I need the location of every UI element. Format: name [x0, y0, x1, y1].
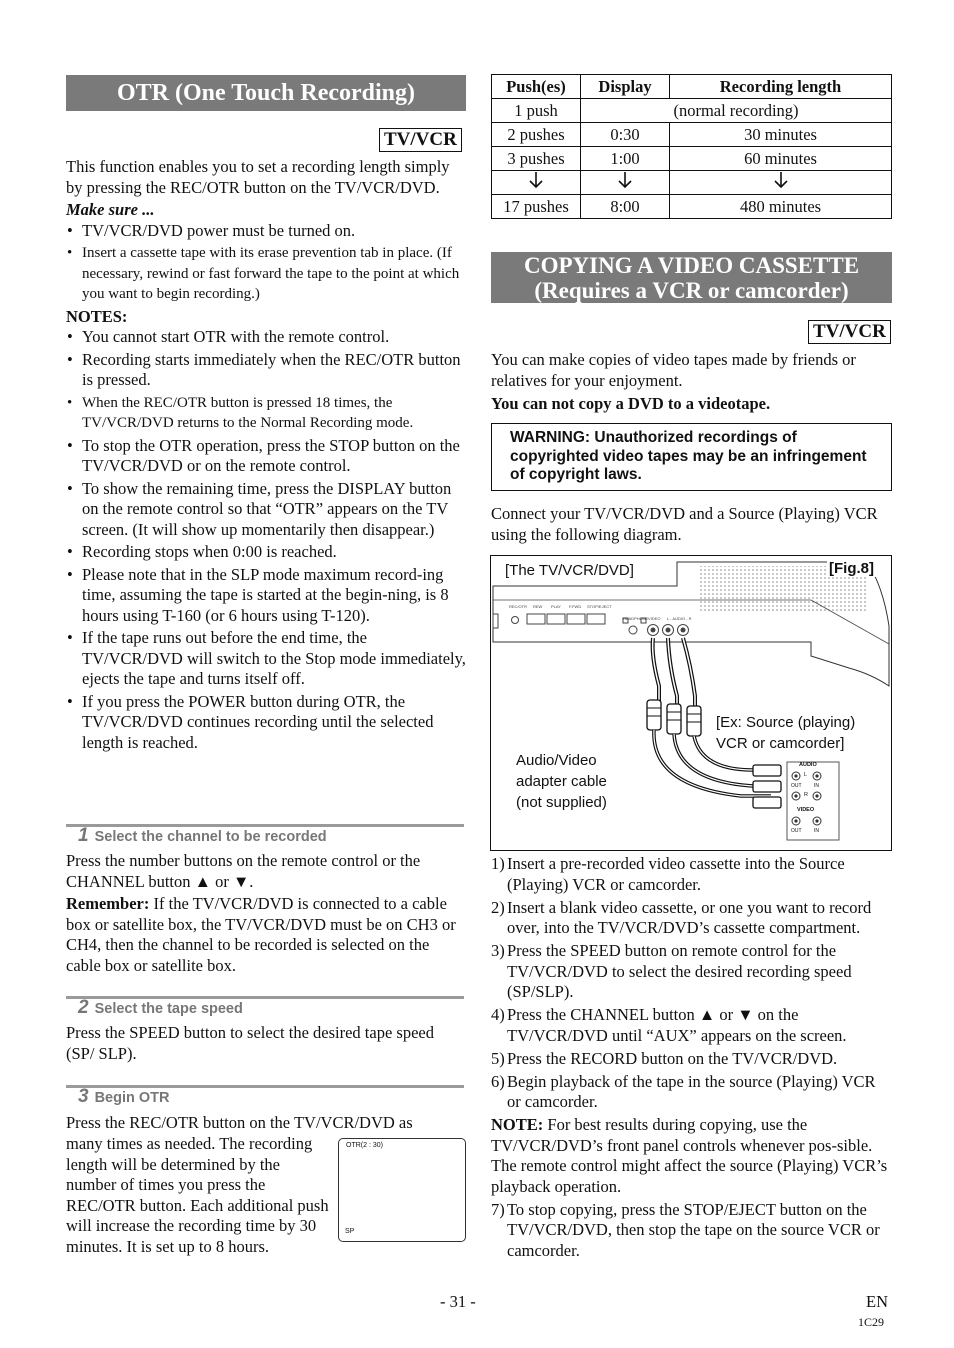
table-header: Recording length — [670, 75, 892, 99]
jack-label-in: IN — [814, 828, 819, 834]
list-item — [491, 898, 892, 939]
table-row — [492, 195, 892, 219]
table-cell: 60 minutes — [670, 147, 892, 171]
table-cell: 3 pushes — [492, 147, 581, 171]
table-cell: 0:30 — [581, 123, 670, 147]
note-item: • Please note that in the SLP mode maximum record-ing time, assuming the tape is started at the begin-ning, is 8 hours using T-160 (or 6 hours using T-120). — [66, 565, 466, 627]
note-item: • When the REC/OTR button is pressed 18 times, the TV/VCR/DVD returns to the Normal Recording mode. — [66, 393, 466, 434]
otr-body — [66, 157, 466, 755]
table-cell: 2 pushes — [492, 123, 581, 147]
jack-label-l: L — [804, 772, 808, 778]
make-sure-item: • Insert a cassette tape with its erase prevention tab in place. (If necessary, rewind or fast forward the tape to the point at which you want to begin recording.) — [66, 243, 466, 305]
step-number: 4) — [491, 1005, 505, 1024]
table-cell: 1 push — [492, 99, 581, 123]
step-number: 5) — [491, 1048, 505, 1068]
page-number: - 31 - — [440, 1292, 476, 1311]
step3-title: Begin OTR — [94, 1090, 170, 1106]
step2-number: 2 — [78, 997, 89, 1018]
step-text: Insert a blank video cassette, or one you want to record over, into the TV/VCR/DVD’s cassette compartment. — [507, 897, 872, 937]
recording-length-table — [491, 74, 892, 219]
step2-title: Select the tape speed — [94, 1001, 243, 1017]
list-item — [491, 854, 892, 895]
step2-text: Press the SPEED button to select the desired tape speed (SP/ SLP). — [66, 1023, 434, 1063]
note-item: • You cannot start OTR with the remote control. — [66, 327, 466, 348]
table-cell: 8:00 — [581, 195, 670, 219]
otr-title-banner — [66, 75, 466, 111]
step-text: Begin playback of the tape in the source (Playing) VCR or camcorder. — [507, 1071, 876, 1111]
table-cell: 480 minutes — [670, 195, 892, 219]
step3-text-b: many times as needed. The recording length will be determined by the number of times you press the REC/OTR button. Each additional push will increase the recording time by 30 minutes. It is set up to 8 hours. — [66, 1134, 329, 1256]
table-row-arrows — [492, 171, 892, 195]
step-text: Insert a pre-recorded video cassette into the Source (Playing) VCR or camcorder. — [507, 854, 845, 894]
note-label: NOTE: — [491, 1115, 544, 1134]
jack-label-out: OUT — [791, 828, 802, 834]
source-label: [Ex: Source (playing) VCR or camcorder] — [716, 714, 856, 752]
table-row — [492, 123, 892, 147]
jack-label-audio: AUDIO — [799, 762, 817, 768]
note-text: For best results during copying, use the TV/VCR/DVD’s front panel controls whenever pos-sible. The remote control might affect the source (Playing) VCR’s playback operation. — [491, 1115, 888, 1196]
table-cell: (normal recording) — [581, 99, 892, 123]
step1-body — [66, 851, 464, 976]
down-arrow-icon — [670, 171, 892, 195]
step1-title: Select the channel to be recorded — [94, 829, 327, 845]
panel-label: REW — [533, 604, 543, 609]
step1-number: 1 — [78, 825, 89, 846]
step1-heading — [78, 825, 327, 847]
table-header: Display — [581, 75, 670, 99]
step-number: 7) — [491, 1199, 505, 1219]
make-sure-item: • TV/VCR/DVD power must be turned on. — [66, 221, 466, 242]
step3-heading — [78, 1086, 170, 1108]
panel-label: STOP/EJECT — [587, 604, 612, 609]
step-text: Press the SPEED button on remote control for the TV/VCR/DVD to select the desired recording speed (SP/SLP). — [507, 941, 852, 1001]
notes-label: NOTES: — [66, 306, 128, 326]
table-row — [492, 147, 892, 171]
table-cell: 17 pushes — [492, 195, 581, 219]
connect-block — [491, 504, 892, 545]
step-number: 3) — [491, 941, 505, 960]
panel-label: HEADPHONE — [623, 616, 649, 621]
warning-box — [491, 423, 892, 491]
step3-text-a: Press the REC/OTR button on the TV/VCR/DVD as — [66, 1113, 413, 1132]
jack-label-r: R — [804, 792, 808, 798]
step-text: Press the RECORD button on the TV/VCR/DVD. — [507, 1048, 838, 1068]
step2-heading — [78, 997, 243, 1019]
list-item — [491, 1005, 892, 1046]
jack-label-in: IN — [814, 783, 819, 789]
step-number: 6) — [491, 1071, 505, 1091]
copy-intro: You can make copies of video tapes made by friends or relatives for your enjoyment. — [491, 350, 856, 390]
list-item — [491, 1049, 892, 1070]
step3-body — [66, 1113, 464, 1134]
note-item: • Recording stops when 0:00 is reached. — [66, 542, 466, 563]
note-item: • To stop the OTR operation, press the STOP button on the TV/VCR/DVD or on the remote control. — [66, 436, 466, 477]
panel-label: VIDEO — [648, 616, 661, 621]
warning-text: WARNING: Unauthorized recordings of copyrighted video tapes may be an infringement of copyright laws. — [510, 429, 867, 483]
note-item: • If the tape runs out before the end time, the TV/VCR/DVD will switch to the Stop mode immediately, ejects the tape and turns itself off. — [66, 628, 466, 690]
step-number: 1) — [491, 854, 505, 873]
language-code: EN — [866, 1292, 888, 1311]
step3-body-wrap — [66, 1134, 334, 1257]
screen-otr-readout: OTR(2 : 30) — [346, 1142, 383, 1149]
note-item: • To show the remaining time, press the DISPLAY button on the remote control so that “OTR” appears on the TV screen. (It will show up momentarily then disappear.) — [66, 479, 466, 541]
jack-label-out: OUT — [791, 783, 802, 789]
otr-title: OTR (One Touch Recording) — [116, 80, 416, 106]
table-cell: 1:00 — [581, 147, 670, 171]
cable-label: Audio/Video adapter cable (not supplied) — [516, 752, 607, 811]
tv-vcr-tag-right: TV/VCR — [808, 320, 891, 344]
panel-label: F.FWD — [569, 604, 582, 609]
list-item — [491, 1200, 892, 1262]
make-sure-label: Make sure ... — [66, 200, 155, 219]
copy-title-line2: (Requires a VCR or camcorder) — [534, 278, 849, 303]
no-dvd-copy: You can not copy a DVD to a videotape. — [491, 394, 771, 413]
panel-label: PLAY — [551, 604, 561, 609]
panel-label: REC/OTR — [509, 604, 527, 609]
copy-steps — [491, 854, 892, 1264]
copy-title-line1: COPYING A VIDEO CASSETTE — [523, 253, 860, 278]
otr-screen-illustration — [338, 1138, 466, 1242]
connect-text: Connect your TV/VCR/DVD and a Source (Playing) VCR using the following diagram. — [491, 504, 878, 544]
step-number: 2) — [491, 897, 505, 917]
otr-intro: This function enables you to set a recording length simply by pressing the REC/OTR button on the TV/VCR/DVD. — [66, 157, 450, 197]
down-arrow-icon — [581, 171, 670, 195]
list-item — [491, 1072, 892, 1113]
table-row — [492, 99, 892, 123]
table-header-row — [492, 75, 892, 99]
step3-number: 3 — [78, 1086, 89, 1107]
remember-text: If the TV/VCR/DVD is connected to a cable box or satellite box, the TV/VCR/DVD must be on CH3 or CH4, then the channel to be recorded is selected on the cable box or satellite box. — [66, 894, 456, 975]
tv-vcr-tag-left: TV/VCR — [379, 128, 462, 152]
note-item: • Recording starts immediately when the REC/OTR button is pressed. — [66, 350, 466, 391]
note-paragraph — [491, 1115, 892, 1197]
doc-code: 1C29 — [858, 1315, 885, 1329]
jack-label-video: VIDEO — [797, 807, 815, 813]
fig-label: [Fig.8] — [829, 560, 874, 577]
copy-title-banner — [491, 252, 892, 303]
step-text: To stop copying, press the STOP/EJECT button on the TV/VCR/DVD, then stop the tape on the source VCR or camcorder. — [507, 1199, 880, 1260]
screen-speed-readout: SP — [345, 1228, 355, 1235]
list-item — [491, 941, 892, 1003]
down-arrow-icon — [492, 171, 581, 195]
table-cell: 30 minutes — [670, 123, 892, 147]
remember-label: Remember: — [66, 894, 150, 913]
connection-diagram — [490, 555, 892, 851]
copy-intro-block — [491, 350, 892, 415]
note-item: • If you press the POWER button during OTR, the TV/VCR/DVD continues recording until the selected length is reached. — [66, 692, 466, 754]
step1-text: Press the number buttons on the remote control or the CHANNEL button ▲ or ▼. — [66, 851, 421, 891]
table-header: Push(es) — [492, 75, 581, 99]
step2-body — [66, 1023, 464, 1064]
step-text: Press the CHANNEL button ▲ or ▼ on the TV/VCR/DVD until “AUX” appears on the screen. — [507, 1005, 847, 1045]
tv-label: [The TV/VCR/DVD] — [505, 562, 634, 579]
panel-label: L - AUDIO - R — [667, 616, 692, 621]
